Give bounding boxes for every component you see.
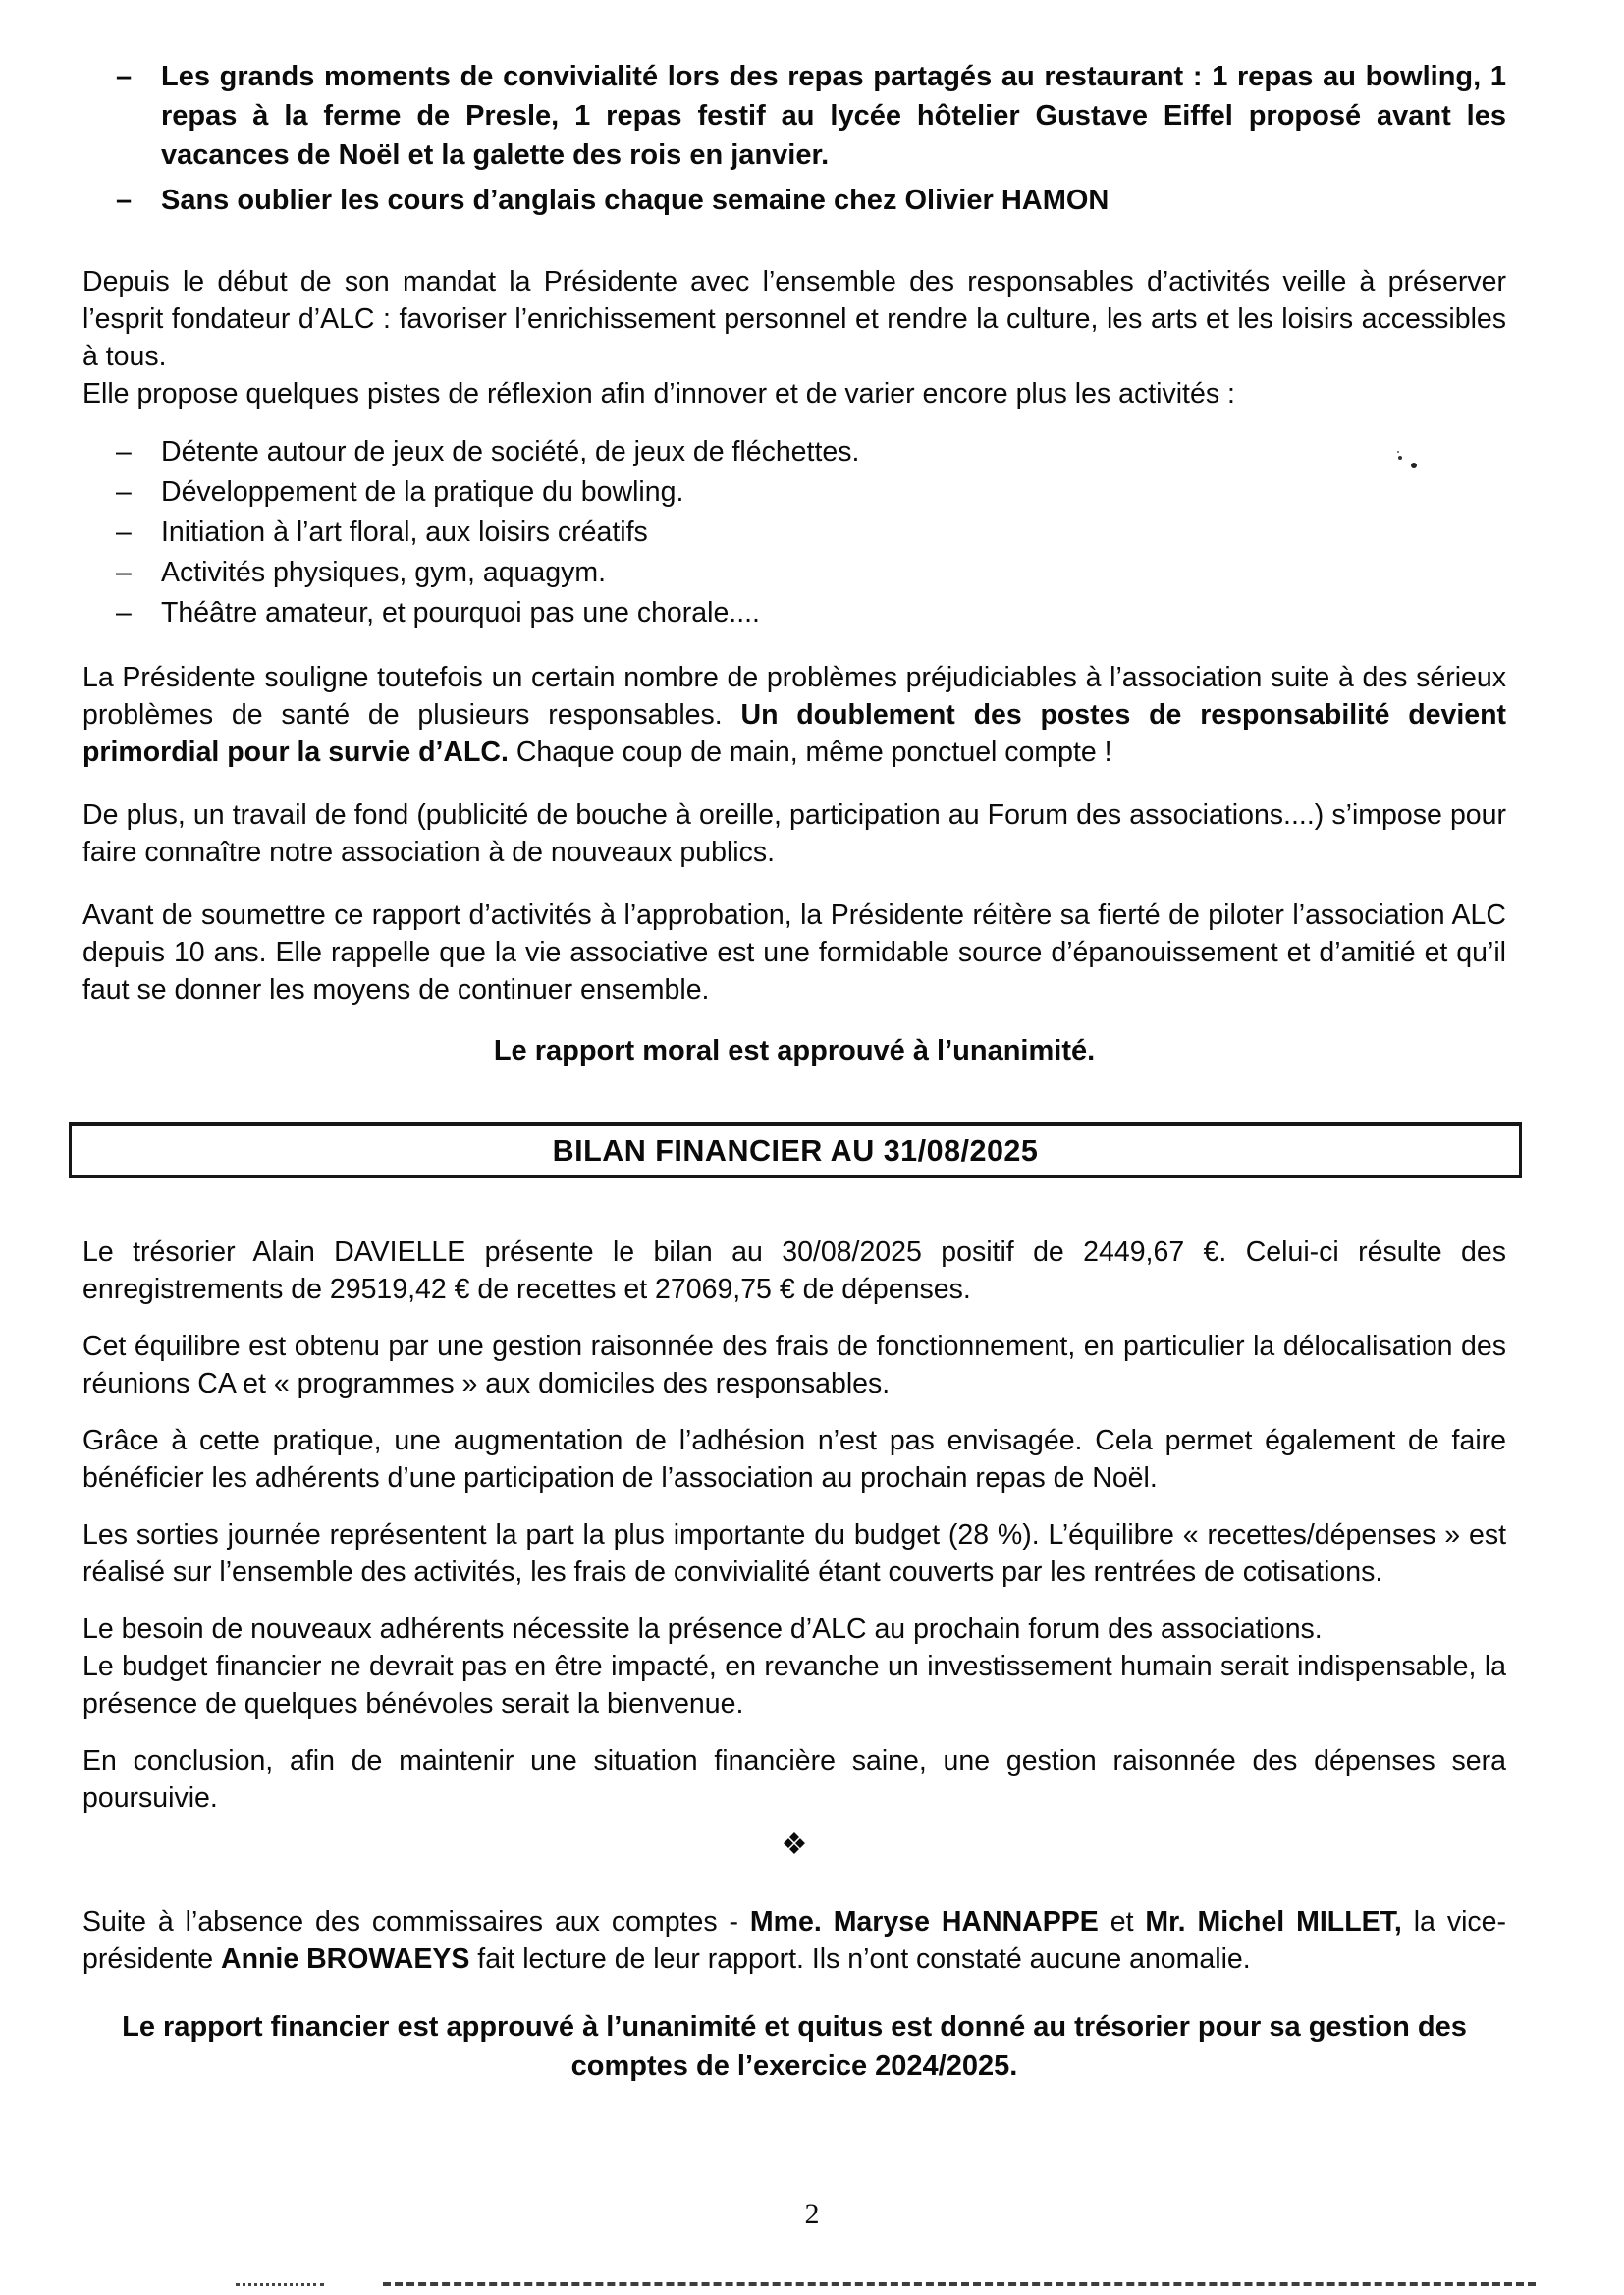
dash-bullet-icon: –	[116, 436, 132, 467]
financial-report-section	[82, 1233, 1506, 2086]
text-segment-bold: Un doublement des postes de responsabilité devient primordial pour la survie d’ALC.	[82, 699, 1506, 768]
text-segment: La Présidente souligne toutefois un certain nombre de problèmes préjudiciables à l’association suite à des sérieux problèmes de santé de plusieurs responsables.	[82, 662, 1506, 731]
text-segment: fait lecture de leur rapport. Ils n’ont constaté aucune anomalie.	[469, 1943, 1251, 1975]
paragraph-commissaires	[82, 1903, 1506, 1978]
text-line: Le budget financier ne devrait pas en être impacté, en revanche un investissement humain serait indispensable, la présence de quelques bénévoles serait la bienvenue.	[82, 1651, 1506, 1720]
list-item	[82, 432, 1506, 472]
dash-bullet-icon: –	[116, 61, 133, 92]
text-segment: la vice-présidente	[82, 1906, 1506, 1975]
text-segment-bold: Annie BROWAEYS	[221, 1943, 470, 1975]
dash-bullet-icon: –	[116, 597, 132, 628]
dash-bullet-icon: –	[116, 185, 133, 216]
dash-bullet-icon: –	[116, 557, 132, 588]
paragraph-travail: De plus, un travail de fond (publicité de bouche à oreille, participation au Forum des associations....) s’impose pour faire connaître notre association à de nouveaux publics.	[82, 799, 1506, 868]
paragraph-fierte: Avant de soumettre ce rapport d’activités à l’approbation, la Présidente réitère sa fierté de piloter l’association ALC depuis 10 ans. Elle rappelle que la vie associative est une formidable source d’épanouissement et d’amitié et qu’il faut se donner les moyens de continuer ensemble.	[82, 900, 1506, 1006]
list-item-text: Les grands moments de convivialité lors des repas partagés au restaurant : 1 repas au bowling, 1 repas à la ferme de Presle, 1 repas festif au lycée hôtelier Gustave Eiffel proposé avant les vacances de Noël et la galette des rois en janvier.	[161, 61, 1506, 171]
list-item-text: Développement de la pratique du bowling.	[161, 476, 684, 508]
paragraph-bilan: Le trésorier Alain DAVIELLE présente le bilan au 30/08/2025 positif de 2449,67 €. Celui-ci résulte des enregistrements de 29519,42 € de recettes et 27069,75 € de dépenses.	[82, 1236, 1506, 1305]
moral-approval-statement: Le rapport moral est approuvé à l’unanimité.	[493, 1035, 1096, 1066]
financial-section-banner	[69, 1122, 1522, 1178]
scan-artifact	[1398, 456, 1402, 460]
page-number: 2	[804, 2198, 820, 2230]
scan-edge-artifact	[383, 2282, 1536, 2286]
list-item	[82, 472, 1506, 513]
paragraph-problemes	[82, 659, 1506, 771]
section-heading: BILAN FINANCIER AU 31/08/2025	[552, 1133, 1039, 1168]
paragraph-conclusion: En conclusion, afin de maintenir une situation financière saine, une gestion raisonnée des dépenses sera poursuivie.	[82, 1745, 1506, 1814]
dash-bullet-icon: –	[116, 517, 132, 548]
paragraph-pistes: Elle propose quelques pistes de réflexion afin d’innover et de varier encore plus les activités :	[82, 378, 1235, 410]
text-segment-bold: Mme. Maryse HANNAPPE	[749, 1906, 1099, 1938]
list-item-text: Sans oublier les cours d’anglais chaque semaine chez Olivier HAMON	[161, 185, 1110, 216]
list-item	[82, 553, 1506, 593]
paragraph-besoin	[82, 1611, 1506, 1722]
list-item-text: Activités physiques, gym, aquagym.	[161, 557, 607, 588]
list-item	[82, 57, 1506, 175]
list-item-text: Détente autour de jeux de société, de jeux de fléchettes.	[161, 436, 860, 467]
list-item	[82, 513, 1506, 553]
paragraph-sorties: Les sorties journée représentent la part la plus importante du budget (28 %). L’équilibre « recettes/dépenses » est réalisé sur l’ensemble des activités, les frais de convivialité étant couverts par les rentrées de cotisations.	[82, 1519, 1506, 1588]
paragraph-equilibre: Cet équilibre est obtenu par une gestion raisonnée des frais de fonctionnement, en particulier la délocalisation des réunions CA et « programmes » aux domiciles des responsables.	[82, 1331, 1506, 1399]
paragraph-adhesion: Grâce à cette pratique, une augmentation de l’adhésion n’est pas envisagée. Cela permet également de faire bénéficier les adhérents d’une participation de l’association au prochain repas de Noël.	[82, 1425, 1506, 1494]
list-item	[82, 181, 1506, 220]
diamond-ornament-icon: ❖	[781, 1829, 808, 1861]
paragraph-mandat: Depuis le début de son mandat la Présidente avec l’ensemble des responsables d’activités veille à préserver l’esprit fondateur d’ALC : favoriser l’enrichissement personnel et rendre la culture, les arts et les loisirs accessibles à tous.	[82, 266, 1506, 372]
highlights-list	[82, 57, 1506, 220]
list-item-text: Initiation à l’art floral, aux loisirs créatifs	[161, 517, 648, 548]
dash-bullet-icon: –	[116, 476, 132, 508]
text-segment: Suite à l’absence des commissaires aux comptes -	[82, 1906, 750, 1938]
financial-approval-statement: Le rapport financier est approuvé à l’unanimité et quitus est donné au trésorier pour sa gestion des comptes de l’exercice 2024/2025.	[122, 2011, 1467, 2082]
scan-edge-artifact	[236, 2283, 324, 2286]
list-item	[82, 593, 1506, 633]
list-item-text: Théâtre amateur, et pourquoi pas une chorale....	[161, 597, 760, 628]
text-segment: et	[1098, 1906, 1146, 1938]
ideas-list	[82, 432, 1506, 633]
text-line: Le besoin de nouveaux adhérents nécessite la présence d’ALC au prochain forum des associations.	[82, 1613, 1323, 1645]
moral-report-section	[82, 57, 1506, 1069]
text-segment-bold: Mr. Michel MILLET,	[1145, 1906, 1402, 1938]
text-segment: Chaque coup de main, même ponctuel compte !	[508, 737, 1112, 768]
